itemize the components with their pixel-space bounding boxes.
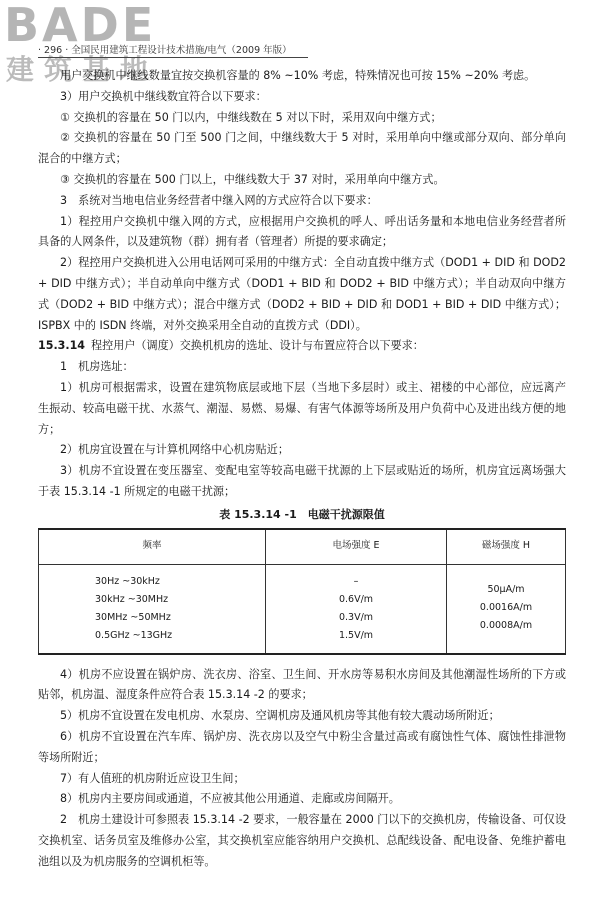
- paragraph: 3 系统对当地电信业务经营者中继入网的方式应符合以下要求：: [60, 193, 378, 207]
- paragraph: 2）机房宜设置在与计算机网络中心机房贴近；: [60, 443, 289, 457]
- electric-value: –: [353, 575, 359, 587]
- paragraph: ① 交换机的容量在 50 门以内，中继线数在 5 对以下时，采用双向中继方式；: [60, 110, 442, 124]
- frequency-value: 30MHz ~50MHz: [95, 611, 171, 623]
- paragraph: 5）机房不宜设置在发电机房、水泵房、空调机房及通风机房等其他有较大震动场所附近；: [60, 709, 500, 723]
- frequency-cell: [39, 564, 266, 654]
- paragraph: 用户交换机中继线数量宜按交换机容量的 8% ~10% 考虑，特殊情况也可按 15% ~20% 考虑。: [60, 69, 536, 82]
- page-header: · 296 · 全国民用建筑工程设计技术措施/电气（2009 年版）: [38, 42, 308, 58]
- paragraph: 6）机房不宜设置在汽车库、锅炉房、洗衣房以及空气中粉尘含量过高或有腐蚀性气体、腐蚀性排泄物等场所附近；: [38, 729, 566, 764]
- paragraph: 7）有人值班的机房附近应设卫生间；: [60, 771, 245, 785]
- paragraph: 1）机房可根据需求，设置在建筑物底层或地下层（当地下多层时）或主、裙楼的中心部位，应远离产生振动、较高电磁干扰、水蒸气、潮湿、易燃、易爆、有害气体源等场所及用户负荷中心及进出线方便的地方；: [38, 380, 566, 436]
- table-header-electric: 电场强度 E: [266, 529, 447, 565]
- electric-value: 0.6V/m: [338, 593, 374, 605]
- emi-limits-table: [38, 528, 566, 655]
- table-title: 表 15.3.14 -1 电磁干扰源限值: [219, 507, 385, 521]
- frequency-value: 30kHz ~30MHz: [95, 593, 169, 605]
- paragraph: 1）程控用户交换机中继入网的方式，应根据用户交换机的呼人、呼出话务量和本地电信业务经营者所具备的人网条件，以及建筑物（群）拥有者（管理者）所提的要求确定；: [38, 214, 566, 249]
- table-header-magnetic: 磁场强度 H: [447, 529, 566, 565]
- electric-value: 1.5V/m: [338, 629, 374, 641]
- paragraph: 3）机房不宜设置在变压器室、变配电室等较高电磁干扰源的上下层或贴近的场所，机房宜远离场强大于表 15.3.14 -1 所规定的电磁干扰源；: [38, 464, 566, 498]
- watermark-subtitle: 建筑基地: [6, 53, 159, 86]
- paragraph: 2）程控用户交换机进入公用电话网可采用的中继方式：全自动直拨中继方式（DOD1 + DID 和 DOD2 + DID 中继方式）；半自动单向中继方式（DOD1 + BID 和 DOD2 + BID 中继方式）；半自动双向中继方式（DOD2 + BID 中继方式）；混合中继方式（DOD2 + BID + DID 和 DOD1 + BID + DID 中继方式）；ISPBX 中的 ISDN 终端，对外交换采用全自动的直拨方式（DDI）。: [38, 256, 566, 332]
- magnetic-value: 0.0016A/m: [479, 601, 533, 613]
- electric-value: 0.3V/m: [338, 611, 374, 623]
- electric-cell: [266, 564, 447, 654]
- table-row: [39, 564, 566, 654]
- paragraph: ② 交换机的容量在 50 门至 500 门之间，中继线数大于 5 对时，采用单向中继或部分双向、部分单向混合的中继方式；: [38, 131, 566, 166]
- clause-text: 程控用户（调度）交换机机房的选址、设计与布置应符合以下要求：: [91, 339, 424, 353]
- magnetic-value: 0.0008A/m: [479, 619, 533, 631]
- paragraph: 2 机房土建设计可参照表 15.3.14 -2 要求，一般容量在 2000 门以下的交换机房，传输设备、可仅设交换机室、话务员室及维修办公室，其交换机室应能容纳用户交换机、总配线设备、配电设备、免维护蓄电池组以及为机房服务的空调机柜等。: [38, 813, 566, 868]
- document-body: [38, 66, 566, 873]
- clause-number: 15.3.14: [38, 339, 86, 353]
- magnetic-cell: [447, 564, 566, 654]
- paragraph: 3）用户交换机中继线数宜符合以下要求：: [60, 89, 267, 103]
- paragraph: 1 机房选址：: [60, 360, 134, 374]
- paragraph: 4）机房不应设置在锅炉房、洗衣房、浴室、卫生间、开水房等易积水房间及其他潮湿性场所的下方或贴邻，机房温、湿度条件应符合表 15.3.14 -2 的要求；: [38, 667, 566, 702]
- table-header-frequency: 频率: [39, 529, 266, 565]
- clause-15-3-14: [38, 336, 566, 357]
- frequency-value: 30Hz ~30kHz: [95, 575, 160, 587]
- magnetic-value: 50μA/m: [487, 583, 525, 595]
- paragraph: 8）机房内主要房间或通道，不应被其他公用通道、走廊或房间隔开。: [60, 792, 400, 806]
- paragraph: ③ 交换机的容量在 500 门以上，中继线数大于 37 对时，采用单向中继方式。: [60, 172, 445, 186]
- frequency-value: 0.5GHz ~13GHz: [95, 629, 173, 641]
- watermark-logo: BADE: [4, 0, 157, 52]
